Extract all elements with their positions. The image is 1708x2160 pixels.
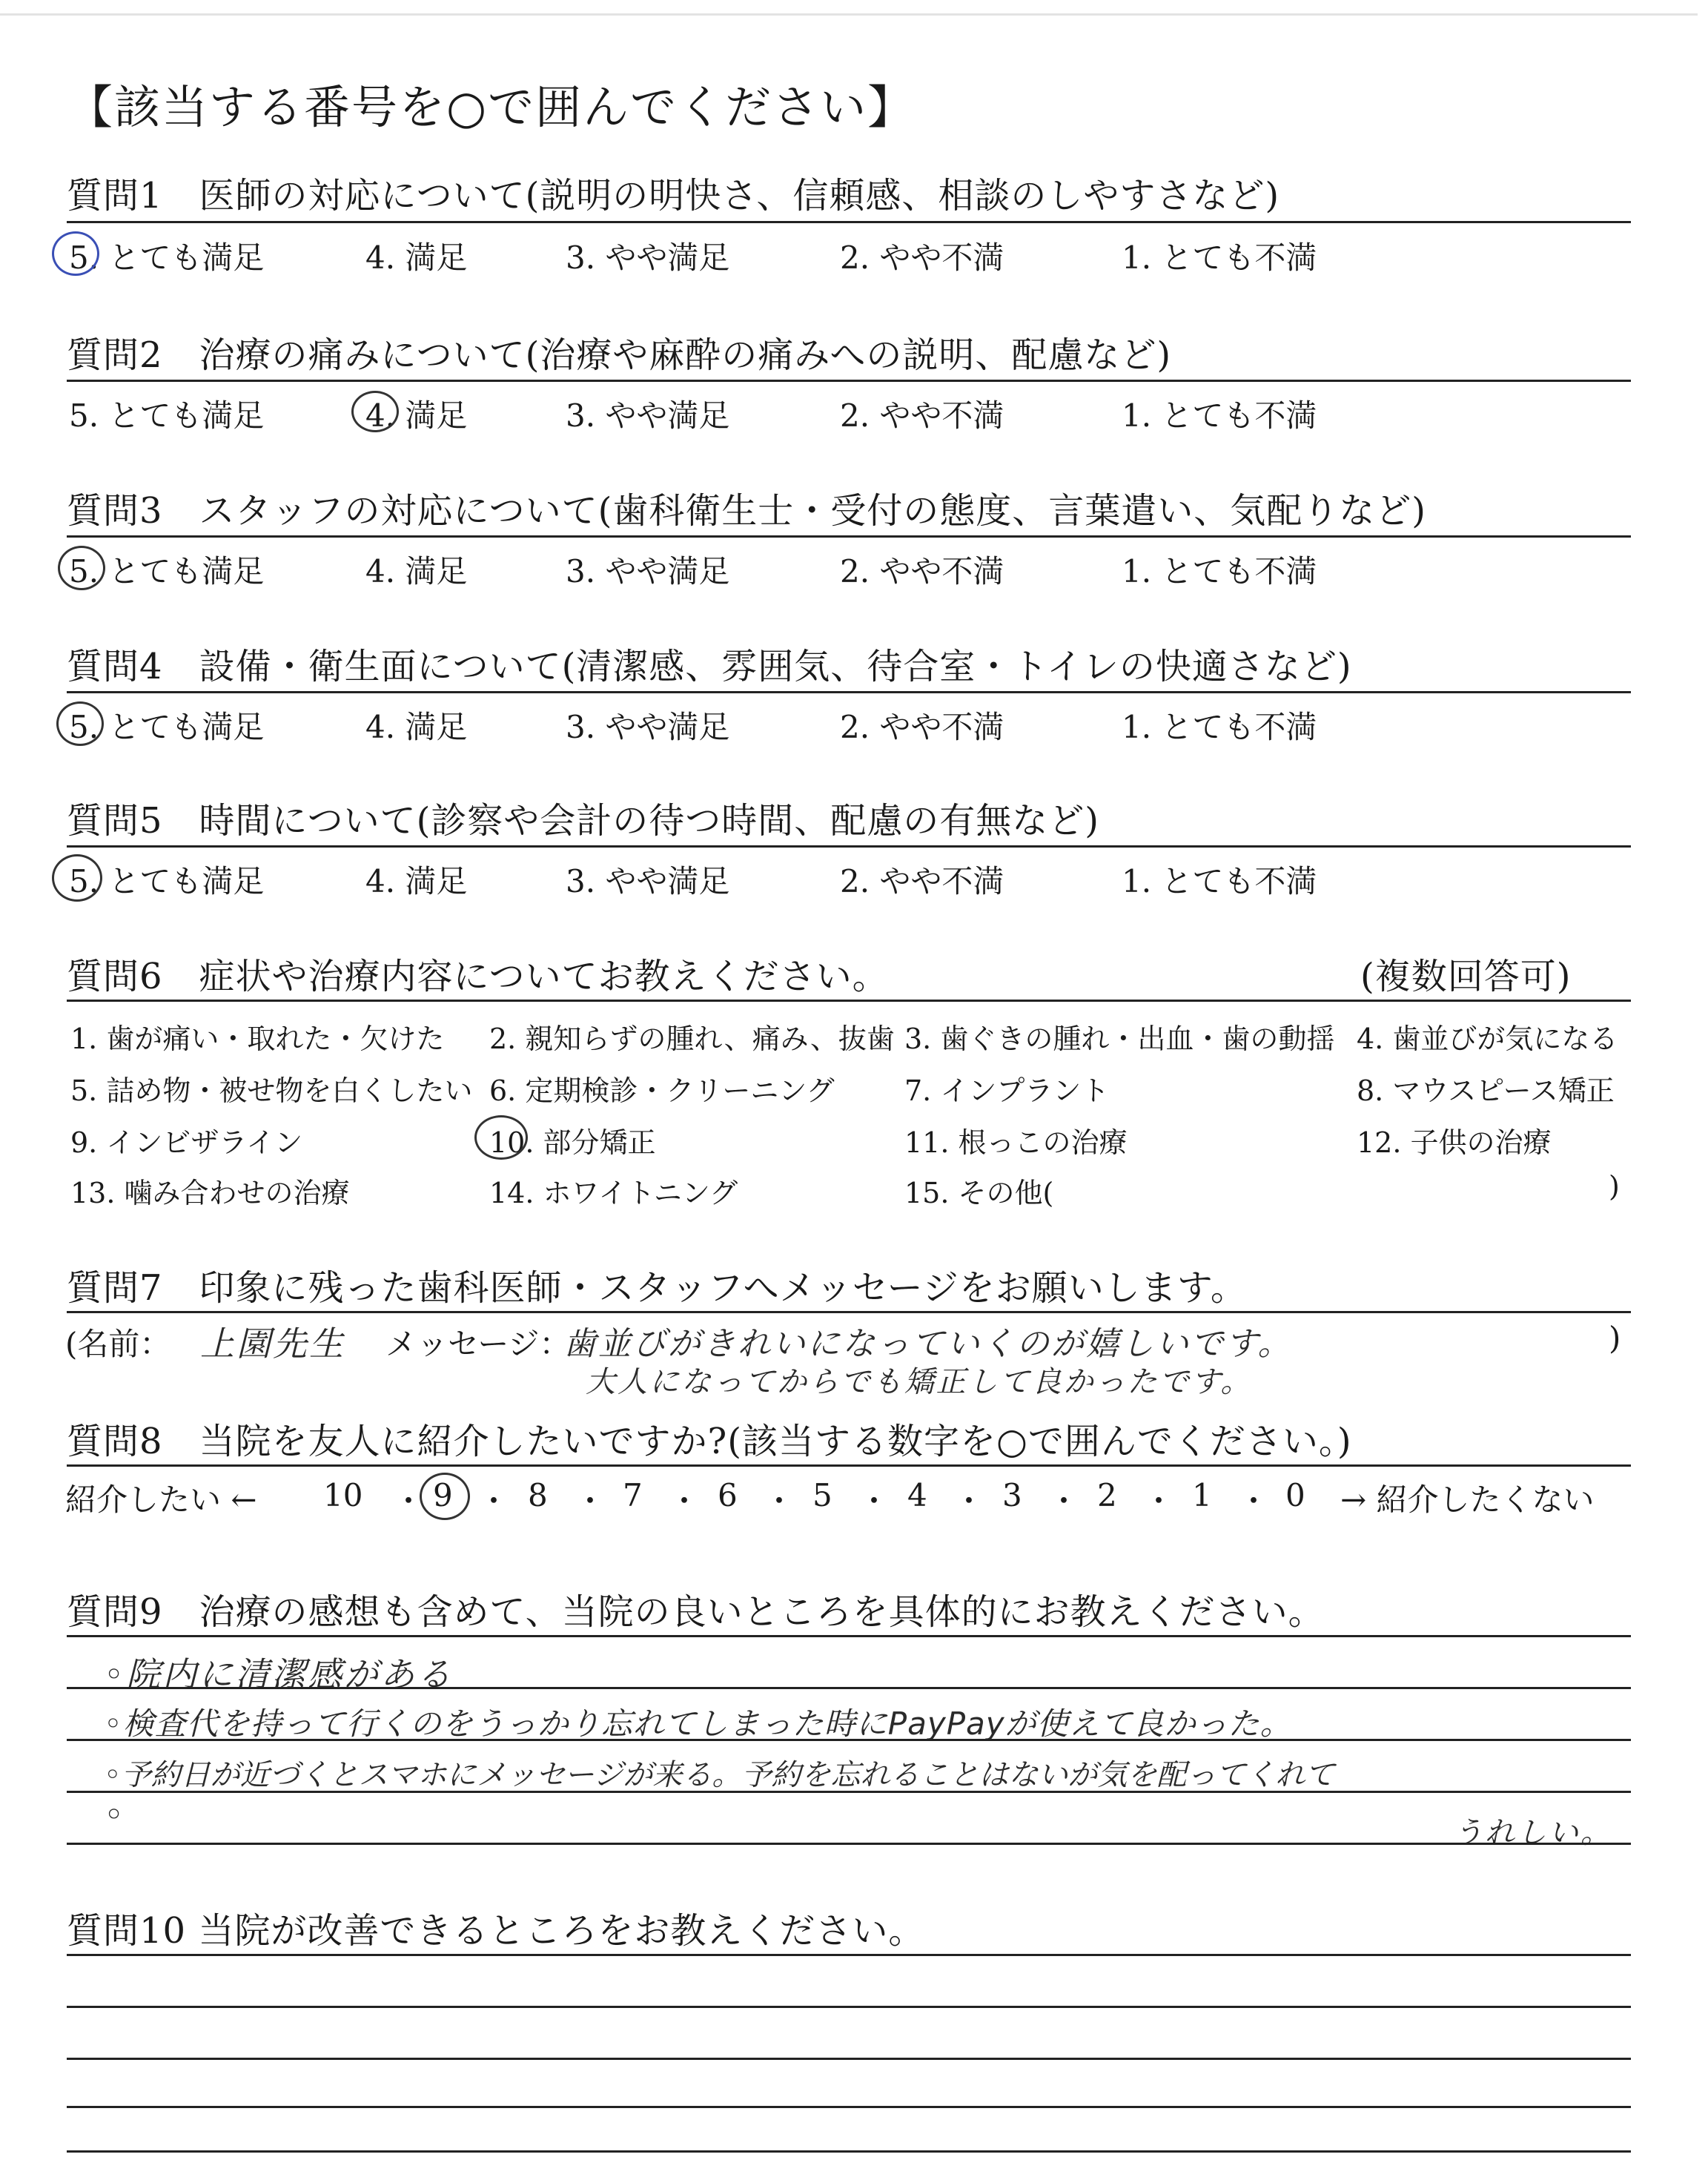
q4-option-2[interactable]: 2. やや不満 (840, 709, 1004, 745)
q3-option-5[interactable]: 5. とても満足 (69, 553, 265, 589)
divider (67, 380, 1631, 382)
q6-option-6[interactable]: 6. 定期検診・クリーニング (489, 1074, 835, 1107)
divider (67, 691, 1631, 693)
scale-4[interactable]: 4 (907, 1477, 927, 1513)
q6-option-14[interactable]: 14. ホワイトニング (489, 1177, 738, 1209)
message-line-1-handwritten: 歯並びがきれいになっていくのが嬉しいです。 (563, 1325, 1293, 1363)
q2-option-5[interactable]: 5. とても満足 (69, 397, 265, 434)
q3-option-3[interactable]: 3. やや満足 (566, 553, 730, 589)
divider (67, 535, 1631, 538)
answer-line (67, 2058, 1631, 2060)
answer-line (67, 1739, 1631, 1741)
q6-option-10[interactable]: 10. 部分矯正 (489, 1126, 656, 1159)
question-7-heading: 質問7 印象に残った歯科医師・スタッフへメッセージをお願いします。 (67, 1267, 1247, 1309)
q6-option-5[interactable]: 5. 詰め物・被せ物を白くしたい (70, 1074, 473, 1107)
q1-option-2[interactable]: 2. やや不満 (840, 240, 1004, 276)
q5-option-2[interactable]: 2. やや不満 (840, 863, 1004, 899)
q6-option-12[interactable]: 12. 子供の治療 (1357, 1126, 1552, 1159)
selection-circle (351, 391, 399, 432)
page-title: 【該当する番号を○で囲んでください】 (67, 80, 916, 134)
divider (67, 1311, 1631, 1313)
q5-option-1[interactable]: 1. とても不満 (1122, 863, 1317, 899)
divider (67, 1000, 1631, 1002)
scale-dot: ・ (478, 1483, 510, 1519)
question-4-heading: 質問4 設備・衛生面について(清潔感、雰囲気、待合室・トイレの快適さなど) (67, 646, 1352, 687)
message-label: メッセージ： (385, 1326, 571, 1362)
answer-line (67, 1843, 1631, 1845)
scale-2[interactable]: 2 (1097, 1477, 1117, 1513)
answer-line (67, 1687, 1631, 1689)
q6-option-7[interactable]: 7. インプラント (904, 1074, 1110, 1107)
answer-line-4-handwritten: ◦ (104, 1794, 127, 1834)
q5-option-3[interactable]: 3. やや満足 (566, 863, 730, 899)
recommend-left-label: 紹介したい ← (65, 1482, 257, 1518)
divider (67, 1464, 1631, 1467)
q1-option-4[interactable]: 4. 満足 (365, 240, 468, 276)
answer-line-2-handwritten: ◦検査代を持って行くのをうっかり忘れてしまった時にPayPayが使えて良かった。 (104, 1705, 1292, 1742)
scale-dot: ・ (393, 1483, 425, 1519)
q6-option-2[interactable]: 2. 親知らずの腫れ、痛み、抜歯 (489, 1023, 895, 1055)
scale-dot: ・ (764, 1483, 795, 1519)
question-10-heading: 質問10 当院が改善できるところをお教えください。 (67, 1910, 925, 1952)
scale-7[interactable]: 7 (623, 1477, 643, 1513)
question-6-heading: 質問6 症状や治療内容についてお教えください。 (67, 956, 889, 997)
q6-option-13[interactable]: 13. 噛み合わせの治療 (70, 1177, 350, 1209)
top-border (0, 13, 1698, 16)
q3-option-2[interactable]: 2. やや不満 (840, 553, 1004, 589)
selection-circle (58, 546, 105, 590)
question-6-note: (複数回答可) (1360, 956, 1572, 997)
answer-line-1-handwritten: ◦院内に清潔感がある (104, 1654, 454, 1694)
q5-option-5[interactable]: 5. とても満足 (69, 863, 265, 899)
message-close: ) (1609, 1320, 1621, 1356)
q6-option-11[interactable]: 11. 根っこの治療 (904, 1126, 1128, 1159)
question-1-heading: 質問1 医師の対応について(説明の明快さ、信頼感、相談のしやすさなど) (67, 175, 1280, 217)
q3-option-4[interactable]: 4. 満足 (365, 553, 468, 589)
scale-8[interactable]: 8 (528, 1477, 548, 1513)
q6-option-4[interactable]: 4. 歯並びが気になる (1357, 1023, 1618, 1055)
recommend-right-label: → 紹介したくない (1340, 1482, 1595, 1518)
selection-circle (474, 1115, 528, 1160)
q6-option-15-close: ) (1609, 1170, 1620, 1203)
q4-option-1[interactable]: 1. とても不満 (1122, 709, 1317, 745)
question-8-heading: 質問8 当院を友人に紹介したいですか?(該当する数字を○で囲んでください。) (67, 1421, 1352, 1462)
divider (67, 221, 1631, 223)
q2-option-2[interactable]: 2. やや不満 (840, 397, 1004, 434)
question-2-heading: 質問2 治療の痛みについて(治療や麻酔の痛みへの説明、配慮など) (67, 334, 1172, 376)
scale-dot: ・ (669, 1483, 701, 1519)
scale-dot: ・ (858, 1483, 890, 1519)
q4-option-5[interactable]: 5. とても満足 (69, 709, 265, 745)
answer-line (67, 2106, 1631, 2108)
question-3-heading: 質問3 スタッフの対応について(歯科衛生士・受付の態度、言葉遣い、気配りなど) (67, 490, 1427, 532)
selection-circle (52, 231, 99, 276)
q6-option-8[interactable]: 8. マウスピース矯正 (1357, 1074, 1615, 1107)
q1-option-3[interactable]: 3. やや満足 (566, 240, 730, 276)
q4-option-4[interactable]: 4. 満足 (365, 709, 468, 745)
q2-option-4[interactable]: 4. 満足 (365, 397, 468, 434)
question-9-heading: 質問9 治療の感想も含めて、当院の良いところを具体的にお教えください。 (67, 1591, 1325, 1633)
selection-circle (420, 1473, 470, 1520)
selection-circle (56, 701, 104, 746)
answer-line (67, 2150, 1631, 2153)
q5-option-4[interactable]: 4. 満足 (365, 863, 468, 899)
selection-circle (52, 854, 102, 902)
q6-option-15[interactable]: 15. その他( (904, 1177, 1054, 1209)
message-line-2-handwritten: 大人になってからでも矯正して良かったです。 (586, 1365, 1253, 1399)
scale-6[interactable]: 6 (718, 1477, 738, 1513)
answer-line-3-handwritten: ◦予約日が近づくとスマホにメッセージが来る。予約を忘れることはないが気を配ってくれて (104, 1758, 1335, 1792)
scale-9[interactable]: 9 (433, 1477, 453, 1513)
name-label: (名前： (65, 1326, 171, 1362)
name-value-handwritten: 上園先生 (200, 1324, 345, 1364)
divider (67, 1954, 1631, 1956)
q1-option-1[interactable]: 1. とても不満 (1122, 240, 1317, 276)
scale-dot: ・ (1048, 1483, 1080, 1519)
scale-5[interactable]: 5 (812, 1477, 833, 1513)
scale-dot: ・ (1143, 1483, 1175, 1519)
q3-option-1[interactable]: 1. とても不満 (1122, 553, 1317, 589)
q6-option-3[interactable]: 3. 歯ぐきの腫れ・出血・歯の動揺 (904, 1023, 1335, 1055)
q2-option-1[interactable]: 1. とても不満 (1122, 397, 1317, 434)
scale-0[interactable]: 0 (1285, 1477, 1305, 1513)
q4-option-3[interactable]: 3. やや満足 (566, 709, 730, 745)
q2-option-3[interactable]: 3. やや満足 (566, 397, 730, 434)
scale-dot: ・ (953, 1483, 985, 1519)
scale-1[interactable]: 1 (1192, 1477, 1212, 1513)
answer-line (67, 2006, 1631, 2008)
q6-option-1[interactable]: 1. 歯が痛い・取れた・欠けた (70, 1023, 445, 1055)
q6-option-9[interactable]: 9. インビザライン (70, 1126, 303, 1159)
scale-10[interactable]: 10 (323, 1477, 363, 1513)
divider (67, 1635, 1631, 1637)
answer-line (67, 1791, 1631, 1793)
scale-dot: ・ (575, 1483, 606, 1519)
q1-option-5[interactable]: 5. とても満足 (69, 240, 265, 276)
question-5-heading: 質問5 時間について(診察や会計の待つ時間、配慮の有無など) (67, 800, 1100, 842)
scale-3[interactable]: 3 (1002, 1477, 1022, 1513)
divider (67, 845, 1631, 848)
answer-line-3-continuation-handwritten: うれしい。 (1453, 1816, 1612, 1850)
scale-dot: ・ (1238, 1483, 1270, 1519)
